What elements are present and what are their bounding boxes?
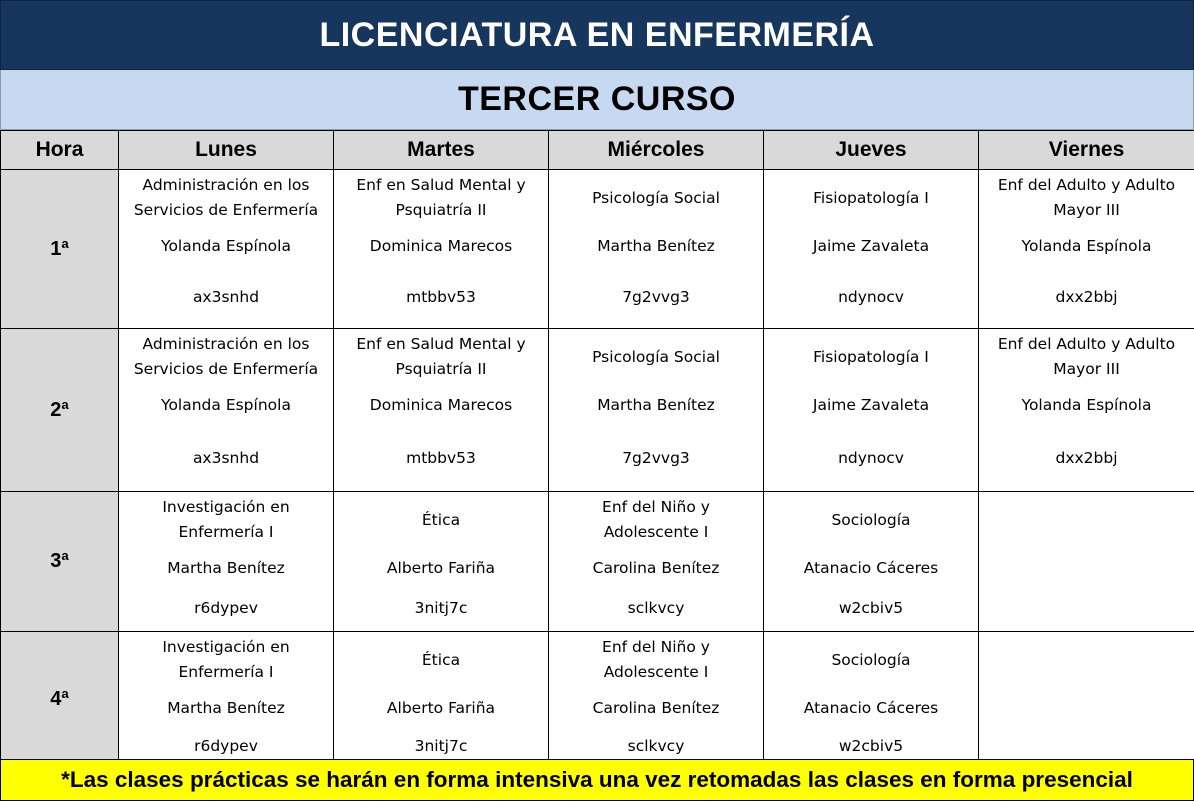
- subject-name: Sociología: [831, 650, 911, 669]
- class-cell: [334, 492, 549, 632]
- class-code: 7g2vvg3: [622, 287, 690, 306]
- subject-name: Enf del Adulto y Adulto Mayor III: [997, 335, 1176, 378]
- class-code: w2cbiv5: [838, 598, 904, 617]
- table-row: [1, 632, 1194, 767]
- teacher-name: Martha Benítez: [597, 395, 715, 414]
- header-tuesday: Martes: [334, 131, 549, 170]
- class-cell: [979, 170, 1194, 329]
- teacher-name: Martha Benítez: [597, 236, 715, 255]
- subject-name: Administración en los Servicios de Enfermería: [133, 335, 319, 378]
- class-cell: [764, 632, 979, 767]
- schedule-table: [0, 130, 1194, 767]
- class-code: mtbbv53: [406, 448, 476, 467]
- class-code: r6dypev: [194, 598, 258, 617]
- subject-name: Fisiopatología I: [813, 188, 929, 207]
- teacher-name: Martha Benítez: [167, 558, 285, 577]
- hour-label: 3ª: [1, 492, 119, 632]
- class-code: ax3snhd: [192, 448, 260, 467]
- class-code: ax3snhd: [192, 287, 260, 306]
- subject-name: Ética: [421, 650, 461, 669]
- class-code: 7g2vvg3: [622, 448, 690, 467]
- teacher-name: Yolanda Espínola: [1021, 236, 1152, 255]
- empty-cell: [979, 492, 1194, 632]
- header-hour: Hora: [1, 131, 119, 170]
- subject-name: Ética: [421, 510, 461, 529]
- practical-classes-note: *Las clases prácticas se harán en forma intensiva una vez retomadas las clases en forma presencial: [0, 759, 1194, 801]
- empty-cell: [979, 632, 1194, 767]
- class-cell: [549, 170, 764, 329]
- subject-name: Enf del Adulto y Adulto Mayor III: [997, 176, 1176, 219]
- subject-name: Fisiopatología I: [813, 347, 929, 366]
- teacher-name: Atanacio Cáceres: [803, 558, 939, 577]
- class-code: dxx2bbj: [1055, 287, 1118, 306]
- teacher-name: Jaime Zavaleta: [812, 395, 930, 414]
- class-cell: [119, 329, 334, 492]
- subject-name: Enf en Salud Mental y Psquiatría II: [356, 335, 526, 378]
- subject-name: [1081, 492, 1093, 548]
- teacher-name: Carolina Benítez: [592, 698, 720, 717]
- teacher-name: Alberto Fariña: [386, 558, 496, 577]
- class-code: 3nitj7c: [414, 598, 468, 617]
- header-friday: Viernes: [979, 131, 1194, 170]
- teacher-name: Martha Benítez: [167, 698, 285, 717]
- subject-name: Investigación en Enfermería I: [162, 498, 290, 541]
- hour-label: 2ª: [1, 329, 119, 492]
- teacher-name: Yolanda Espínola: [1021, 395, 1152, 414]
- header-thursday: Jueves: [764, 131, 979, 170]
- class-cell: [549, 632, 764, 767]
- table-row: [1, 170, 1194, 329]
- subject-name: Enf del Niño y Adolescente I: [602, 638, 710, 681]
- class-code: sclkvcy: [627, 736, 685, 755]
- class-code: dxx2bbj: [1055, 448, 1118, 467]
- hour-label: 4ª: [1, 632, 119, 767]
- teacher-name: Alberto Fariña: [386, 698, 496, 717]
- header-wednesday: Miércoles: [549, 131, 764, 170]
- class-cell: [764, 329, 979, 492]
- teacher-name: Jaime Zavaleta: [812, 236, 930, 255]
- class-cell: [334, 170, 549, 329]
- teacher-name: Dominica Marecos: [369, 395, 513, 414]
- class-cell: [119, 170, 334, 329]
- subject-name: [1081, 632, 1093, 688]
- class-cell: [764, 492, 979, 632]
- teacher-name: Dominica Marecos: [369, 236, 513, 255]
- class-code: ndynocv: [838, 448, 904, 467]
- header-monday: Lunes: [119, 131, 334, 170]
- subject-name: Administración en los Servicios de Enfermería: [133, 176, 319, 219]
- class-cell: [334, 329, 549, 492]
- class-code: w2cbiv5: [838, 736, 904, 755]
- class-code: mtbbv53: [406, 287, 476, 306]
- class-cell: [979, 329, 1194, 492]
- class-cell: [334, 632, 549, 767]
- teacher-name: Yolanda Espínola: [161, 395, 291, 414]
- subject-name: Sociología: [831, 510, 911, 529]
- class-cell: [119, 492, 334, 632]
- subject-name: Enf del Niño y Adolescente I: [602, 498, 710, 541]
- class-cell: [764, 170, 979, 329]
- subject-name: Investigación en Enfermería I: [162, 638, 290, 681]
- table-row: [1, 492, 1194, 632]
- class-cell: [549, 329, 764, 492]
- class-cell: [549, 492, 764, 632]
- course-subtitle: TERCER CURSO: [0, 70, 1194, 130]
- class-code: ndynocv: [838, 287, 904, 306]
- class-cell: [119, 632, 334, 767]
- teacher-name: Atanacio Cáceres: [803, 698, 939, 717]
- header-row: [1, 131, 1194, 170]
- teacher-name: Carolina Benítez: [592, 558, 720, 577]
- page-title: LICENCIATURA EN ENFERMERÍA: [0, 0, 1194, 70]
- class-code: sclkvcy: [627, 598, 685, 617]
- subject-name: Enf en Salud Mental y Psquiatría II: [356, 176, 526, 219]
- subject-name: Psicología Social: [592, 188, 720, 207]
- table-row: [1, 329, 1194, 492]
- class-code: 3nitj7c: [414, 736, 468, 755]
- teacher-name: Yolanda Espínola: [161, 236, 291, 255]
- hour-label: 1ª: [1, 170, 119, 329]
- class-code: r6dypev: [194, 736, 258, 755]
- subject-name: Psicología Social: [592, 347, 720, 366]
